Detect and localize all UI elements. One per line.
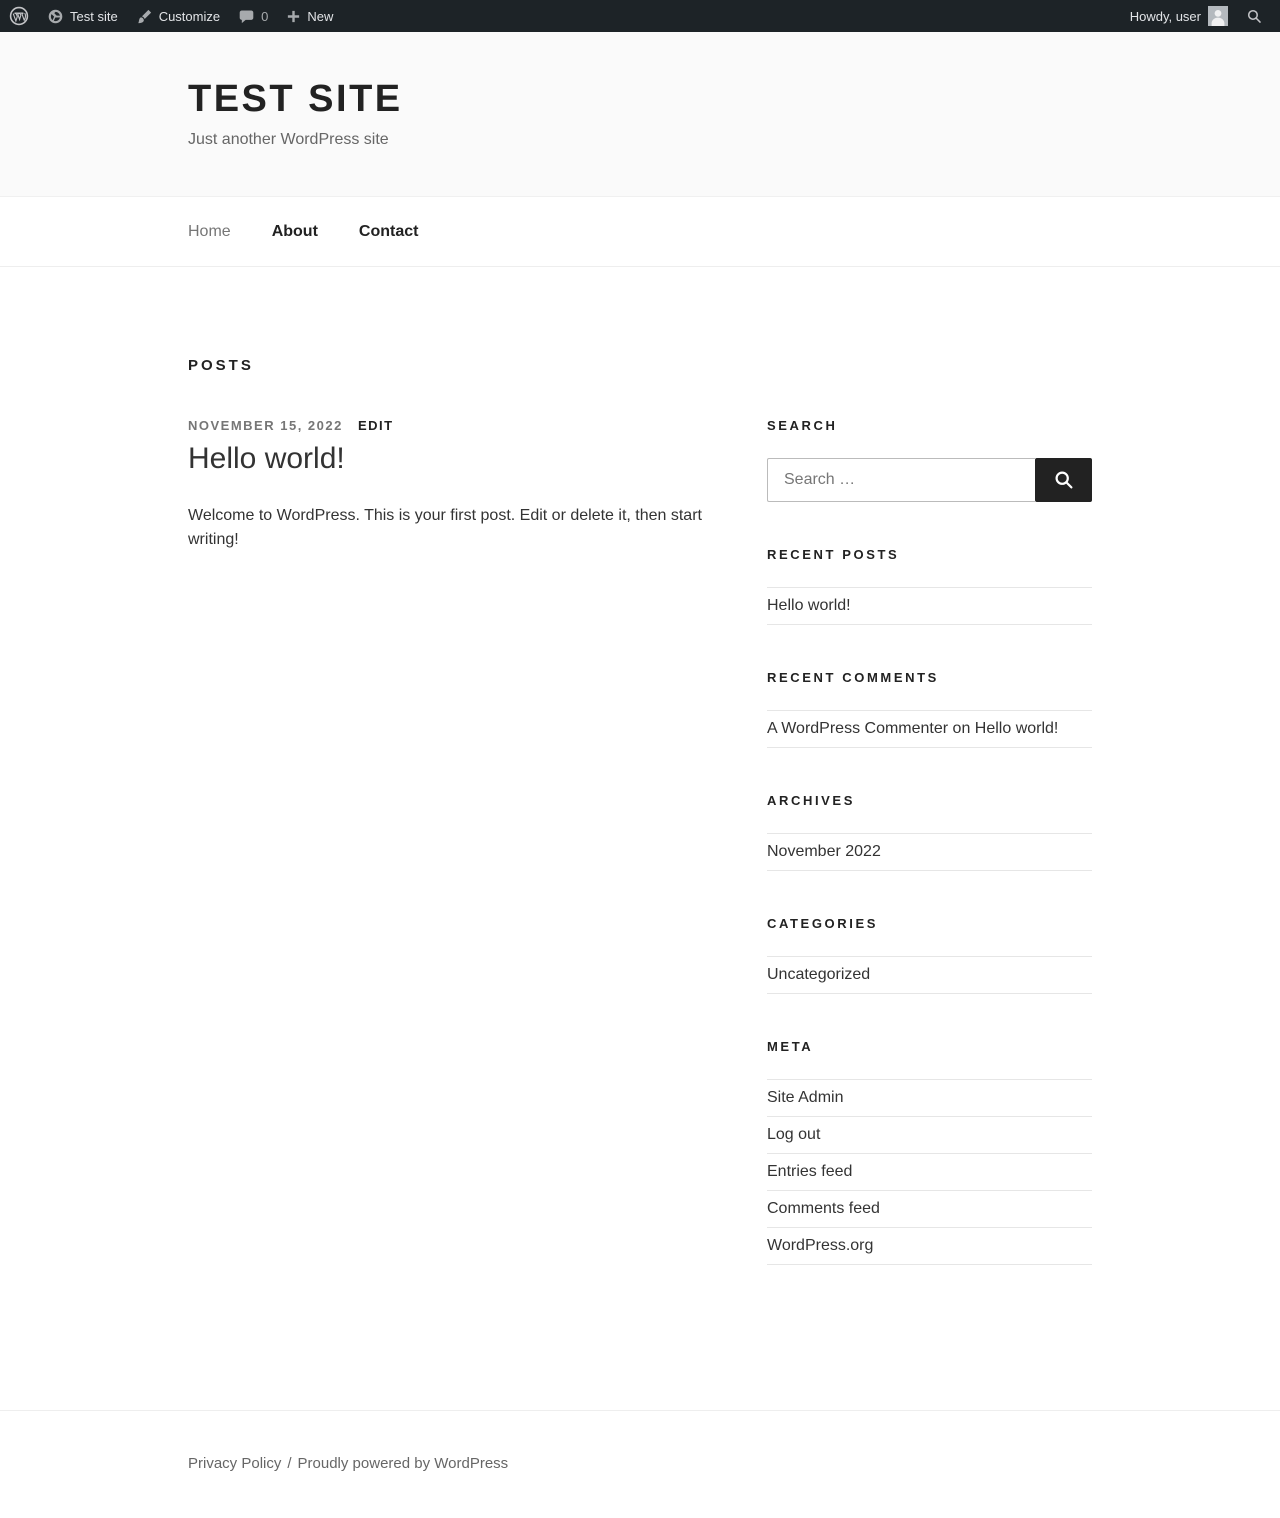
site-footer — [0, 1410, 1280, 1518]
list-item — [767, 1191, 1092, 1228]
archives-list — [767, 833, 1092, 871]
admin-bar-site-name[interactable] — [38, 0, 127, 32]
admin-bar-site-name-label: Test site — [70, 8, 118, 24]
plus-icon — [286, 9, 301, 24]
admin-bar-comments-count: 0 — [261, 8, 269, 24]
privacy-policy-link[interactable]: Privacy Policy — [188, 1455, 282, 1472]
search-icon — [1053, 469, 1075, 491]
admin-bar-comments[interactable] — [229, 0, 277, 32]
admin-bar-my-account[interactable] — [1121, 0, 1237, 32]
archive-link[interactable]: November 2022 — [767, 843, 881, 860]
search-widget — [767, 418, 1092, 502]
site-main — [0, 267, 1280, 1310]
archives-widget — [767, 793, 1092, 871]
meta-entries-feed-link[interactable]: Entries feed — [767, 1163, 853, 1180]
page-title: POSTS — [188, 357, 254, 374]
list-item — [767, 1080, 1092, 1117]
admin-search-icon — [1246, 8, 1263, 25]
site-header — [0, 32, 1280, 197]
list-item — [767, 957, 1092, 994]
sidebar — [767, 418, 1092, 1310]
list-item — [767, 1117, 1092, 1154]
list-item — [767, 1228, 1092, 1265]
meta-list — [767, 1079, 1092, 1265]
recent-comments-list — [767, 710, 1092, 748]
meta-wordpress-org-link[interactable]: WordPress.org — [767, 1237, 874, 1254]
comment-connector: on — [948, 720, 975, 737]
list-item — [767, 588, 1092, 625]
search-form — [767, 458, 1092, 502]
search-submit-button[interactable] — [1035, 458, 1092, 502]
nav-item-home[interactable]: Home — [188, 222, 231, 240]
admin-bar-right — [1121, 0, 1272, 32]
post-edit-link[interactable]: EDIT — [357, 418, 394, 433]
search-input[interactable] — [767, 458, 1035, 502]
post-body: Welcome to WordPress. This is your first post. Edit or delete it, then start writing! — [188, 506, 702, 549]
admin-bar-new[interactable] — [277, 0, 342, 32]
admin-bar-customize-label: Customize — [158, 8, 221, 24]
comment-author-link[interactable]: A WordPress Commenter — [767, 720, 949, 737]
meta-site-admin-link[interactable]: Site Admin — [767, 1089, 844, 1106]
user-avatar — [1208, 6, 1228, 26]
archives-title: ARCHIVES — [767, 793, 855, 808]
post-meta — [188, 418, 740, 433]
admin-bar-greeting: Howdy, user — [1129, 8, 1201, 24]
recent-comments-title: RECENT COMMENTS — [767, 670, 939, 685]
admin-bar-search[interactable] — [1237, 0, 1272, 32]
post-list — [188, 418, 740, 553]
comment-post-link[interactable]: Hello world! — [974, 720, 1059, 737]
nav-item-contact[interactable]: Contact — [358, 222, 419, 240]
recent-posts-widget — [767, 547, 1092, 625]
meta-widget — [767, 1039, 1092, 1265]
wp-logo-menu[interactable] — [0, 0, 38, 32]
categories-widget — [767, 916, 1092, 994]
wordpress-logo-icon — [9, 6, 29, 26]
meta-log-out-link[interactable]: Log out — [767, 1126, 821, 1143]
categories-title: CATEGORIES — [767, 916, 878, 931]
meta-title: META — [767, 1039, 814, 1054]
main-navigation — [0, 197, 1280, 267]
post-title — [188, 440, 740, 478]
list-item — [767, 834, 1092, 871]
category-link[interactable]: Uncategorized — [767, 966, 871, 983]
recent-posts-title: RECENT POSTS — [767, 547, 900, 562]
admin-bar-left — [0, 0, 342, 32]
search-widget-title: SEARCH — [767, 418, 838, 433]
admin-bar-customize[interactable] — [127, 0, 229, 32]
comments-bubble-icon — [238, 8, 255, 25]
meta-comments-feed-link[interactable]: Comments feed — [767, 1200, 880, 1217]
customize-brush-icon — [136, 8, 153, 25]
footer-separator: / — [287, 1455, 292, 1472]
recent-post-link[interactable]: Hello world! — [767, 597, 851, 614]
post-title-link[interactable]: Hello world! — [188, 442, 345, 475]
dashboard-gauge-icon — [47, 8, 64, 25]
list-item — [767, 711, 1092, 748]
post-article — [188, 418, 740, 553]
recent-posts-list — [767, 587, 1092, 625]
site-tagline: Just another WordPress site — [188, 131, 389, 148]
wp-admin-bar — [0, 0, 1280, 32]
powered-by-link[interactable]: Proudly powered by WordPress — [297, 1455, 509, 1472]
nav-item-about[interactable]: About — [271, 222, 318, 240]
post-date-link[interactable]: NOVEMBER 15, 2022 — [188, 418, 343, 433]
categories-list — [767, 956, 1092, 994]
recent-comments-widget — [767, 670, 1092, 748]
list-item — [767, 1154, 1092, 1191]
admin-bar-new-label: New — [307, 8, 334, 24]
site-title[interactable]: TEST SITE — [188, 78, 403, 120]
